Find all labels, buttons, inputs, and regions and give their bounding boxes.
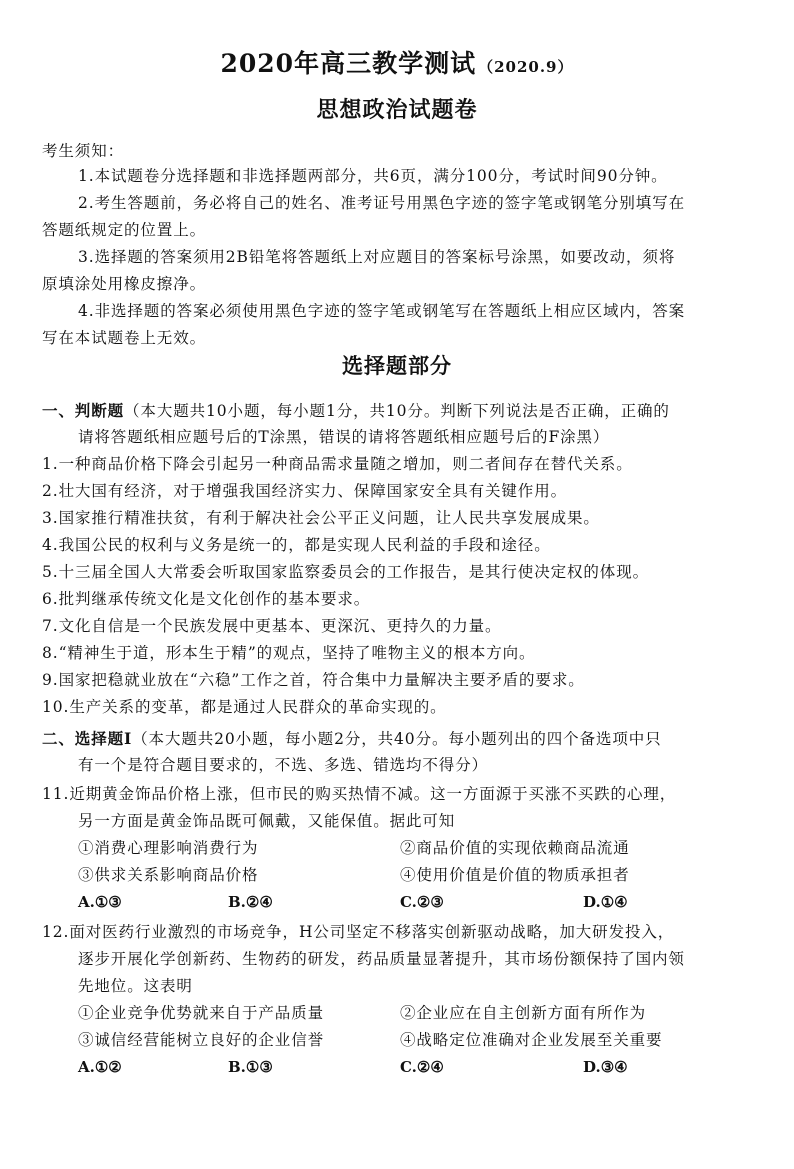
question-4: 4.我国公民的权利与义务是统一的，都是实现人民利益的手段和途径。 xyxy=(42,536,551,554)
question-11-stem: 11.近期黄金饰品价格上涨，但市民的购买热情不减。这一方面源于买涨不买跌的心理， xyxy=(42,785,677,803)
question-8: 8.“精神生于道，形本生于精”的观点，坚持了唯物主义的根本方向。 xyxy=(42,644,536,662)
question-11-stem-cont: 另一方面是黄金饰品既可佩戴，又能保值。据此可知 xyxy=(78,812,456,830)
q11-option-4: ④使用价值是价值的物质承担者 xyxy=(400,866,630,884)
q12-option-4: ④战略定位准确对企业发展至关重要 xyxy=(400,1031,663,1049)
question-12-stem-cont-1: 逐步开展化学创新药、生物药的研发，药品质量显著提升，其市场份额保持了国内领 xyxy=(78,950,685,968)
title-text: 2020年高三教学测试 xyxy=(220,49,477,78)
q11-answer-a: A.①③ xyxy=(78,893,122,911)
part2-desc: （本大题共20小题，每小题2分，共40分。每小题列出的四个备选项中只 xyxy=(132,730,662,748)
q11-answer-b: B.②④ xyxy=(228,893,273,911)
notice-item-2-cont: 答题纸规定的位置上。 xyxy=(42,221,207,239)
question-10: 10.生产关系的变革，都是通过人民群众的革命实现的。 xyxy=(42,698,447,716)
q12-answer-d: D.③④ xyxy=(583,1058,628,1076)
question-9: 9.国家把稳就业放在“六稳”工作之首，符合集中力量解决主要矛盾的要求。 xyxy=(42,671,585,689)
q12-option-3: ③诚信经营能树立良好的企业信誉 xyxy=(78,1031,325,1049)
part2-desc-cont: 有一个是符合题目要求的，不选、多选、错选均不得分） xyxy=(78,756,489,774)
question-12-stem-cont-2: 先地位。这表明 xyxy=(78,977,193,995)
q11-option-2: ②商品价值的实现依赖商品流通 xyxy=(400,839,630,857)
part1-desc: （本大题共10小题，每小题1分，共10分。判断下列说法是否正确，正确的 xyxy=(124,402,670,420)
notice-item-1: 1.本试题卷分选择题和非选择题两部分，共6页，满分100分，考试时间90分钟。 xyxy=(78,167,668,185)
notice-item-4-cont: 写在本试题卷上无效。 xyxy=(42,329,207,347)
question-1: 1.一种商品价格下降会引起另一种商品需求量随之增加，则二者间存在替代关系。 xyxy=(42,455,633,473)
question-2: 2.壮大国有经济，对于增强我国经济实力、保障国家安全具有关键作用。 xyxy=(42,482,567,500)
question-12-stem: 12.面对医药行业激烈的市场竞争，H公司坚定不移落实创新驱动战略，加大研发投入， xyxy=(42,923,675,941)
notice-item-2: 2.考生答题前，务必将自己的姓名、准考证号用黑色字迹的签字笔或钢笔分别填写在 xyxy=(78,194,685,212)
q11-answer-c: C.②③ xyxy=(400,893,444,911)
notice-label: 考生须知： xyxy=(42,142,125,160)
question-3: 3.国家推行精准扶贫，有利于解决社会公平正义问题，让人民共享发展成果。 xyxy=(42,509,600,527)
question-6: 6.批判继承传统文化是文化创作的基本要求。 xyxy=(42,590,371,608)
notice-item-4: 4.非选择题的答案必须使用黑色字迹的签字笔或钢笔写在答题纸上相应区域内，答案 xyxy=(78,302,685,320)
notice-item-3: 3.选择题的答案须用2B铅笔将答题纸上对应题目的答案标号涂黑，如要改动，须将 xyxy=(78,248,676,266)
q11-option-3: ③供求关系影响商品价格 xyxy=(78,866,259,884)
section-heading: 选择题部分 xyxy=(342,353,452,378)
page-title xyxy=(0,44,794,80)
question-7: 7.文化自信是一个民族发展中更基本、更深沉、更持久的力量。 xyxy=(42,617,502,635)
question-5: 5.十三届全国人大常委会听取国家监察委员会的工作报告，是其行使决定权的体现。 xyxy=(42,563,649,581)
q12-answer-c: C.②④ xyxy=(400,1058,444,1076)
part2-heading xyxy=(42,725,754,753)
exam-date: （2020.9） xyxy=(478,58,574,76)
part2-label: 二、选择题Ⅰ xyxy=(42,729,133,748)
page-subtitle: 思想政治试题卷 xyxy=(316,97,478,123)
notice-item-3-cont: 原填涂处用橡皮擦净。 xyxy=(42,275,207,293)
part1-desc-cont: 请将答题纸相应题号后的T涂黑，错误的请将答题纸相应题号后的F涂黑） xyxy=(78,428,610,446)
q12-option-2: ②企业应在自主创新方面有所作为 xyxy=(400,1004,647,1022)
q12-answer-a: A.①② xyxy=(78,1058,122,1076)
q12-option-1: ①企业竞争优势就来自于产品质量 xyxy=(78,1004,325,1022)
part1-label: 一、判断题 xyxy=(42,401,125,420)
q11-answer-d: D.①④ xyxy=(583,893,628,911)
q11-option-1: ①消费心理影响消费行为 xyxy=(78,839,259,857)
part1-heading xyxy=(42,397,754,425)
q12-answer-b: B.①③ xyxy=(228,1058,273,1076)
